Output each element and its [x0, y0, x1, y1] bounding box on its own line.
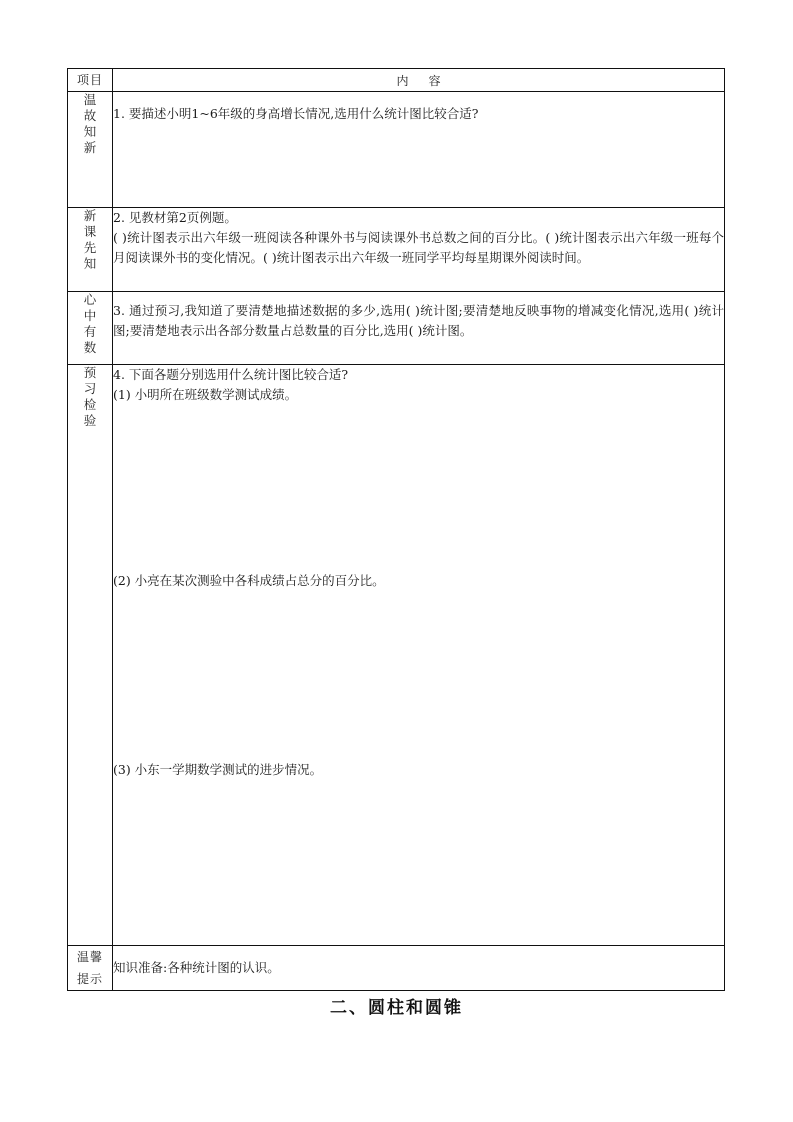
- question-3: 3. 通过预习,我知道了要清楚地描述数据的多少,选用( )统计图;要清楚地反映事物的增减变化情况,选用( )统计图;要清楚地表示出各部分数量占总数量的百分比,选用( )统计图。: [113, 303, 724, 338]
- header-content-label: 内容: [396, 73, 461, 88]
- row-label: 新课先知: [83, 208, 97, 271]
- header-item-cell: [68, 69, 113, 92]
- section-title: 二、圆柱和圆锥: [330, 998, 463, 1018]
- table-row-review: [68, 92, 725, 208]
- table-header-row: [68, 69, 725, 92]
- row-label: 预习检验: [83, 365, 97, 428]
- row-label-cell: [68, 946, 113, 991]
- row-content-cell: [113, 946, 725, 991]
- question-4-item-2: (2) 小亮在某次测验中各科成绩占总分的百分比。: [113, 573, 385, 588]
- preview-worksheet-table: [67, 68, 725, 991]
- question-4-item-1: (1) 小明所在班级数学测试成绩。: [113, 387, 298, 402]
- row-content-cell: [113, 365, 725, 946]
- question-4: [113, 365, 724, 941]
- row-label-cell: [68, 208, 113, 292]
- table-row-know-in-mind: [68, 292, 725, 365]
- worksheet: [67, 68, 725, 991]
- question-2-title: 2. 见教材第2页例题。: [113, 210, 237, 225]
- question-4-item-3: (3) 小东一学期数学测试的进步情况。: [113, 762, 323, 777]
- question-2-body: ( )统计图表示出六年级一班阅读各种课外书与阅读课外书总数之间的百分比。( )统计图表示出六年级一班每个月阅读课外书的变化情况。( )统计图表示出六年级一班同学平均每星期课外阅读时间。: [113, 230, 724, 265]
- header-item-label: 项目: [76, 73, 103, 87]
- question-4-intro: 4. 下面各题分别选用什么统计图比较合适?: [113, 367, 349, 382]
- row-label: 温故知新: [83, 92, 97, 155]
- row-content-cell: [113, 208, 725, 292]
- row-label-cell: [68, 365, 113, 946]
- header-content-cell: [113, 69, 725, 92]
- tip-text: 知识准备:各种统计图的认识。: [113, 960, 280, 975]
- table-row-new-lesson: [68, 208, 725, 292]
- row-content-cell: [113, 292, 725, 365]
- row-label-line-2: 提示: [76, 972, 103, 986]
- row-label-cell: [68, 92, 113, 208]
- row-label-cell: [68, 292, 113, 365]
- table-row-preview-check: [68, 365, 725, 946]
- row-label: 心中有数: [83, 292, 97, 355]
- row-content-cell: [113, 92, 725, 208]
- table-row-tips: [68, 946, 725, 991]
- question-1: 1. 要描述小明1~6年级的身高增长情况,选用什么统计图比较合适?: [113, 106, 479, 121]
- row-label-line-1: 温馨: [76, 950, 103, 964]
